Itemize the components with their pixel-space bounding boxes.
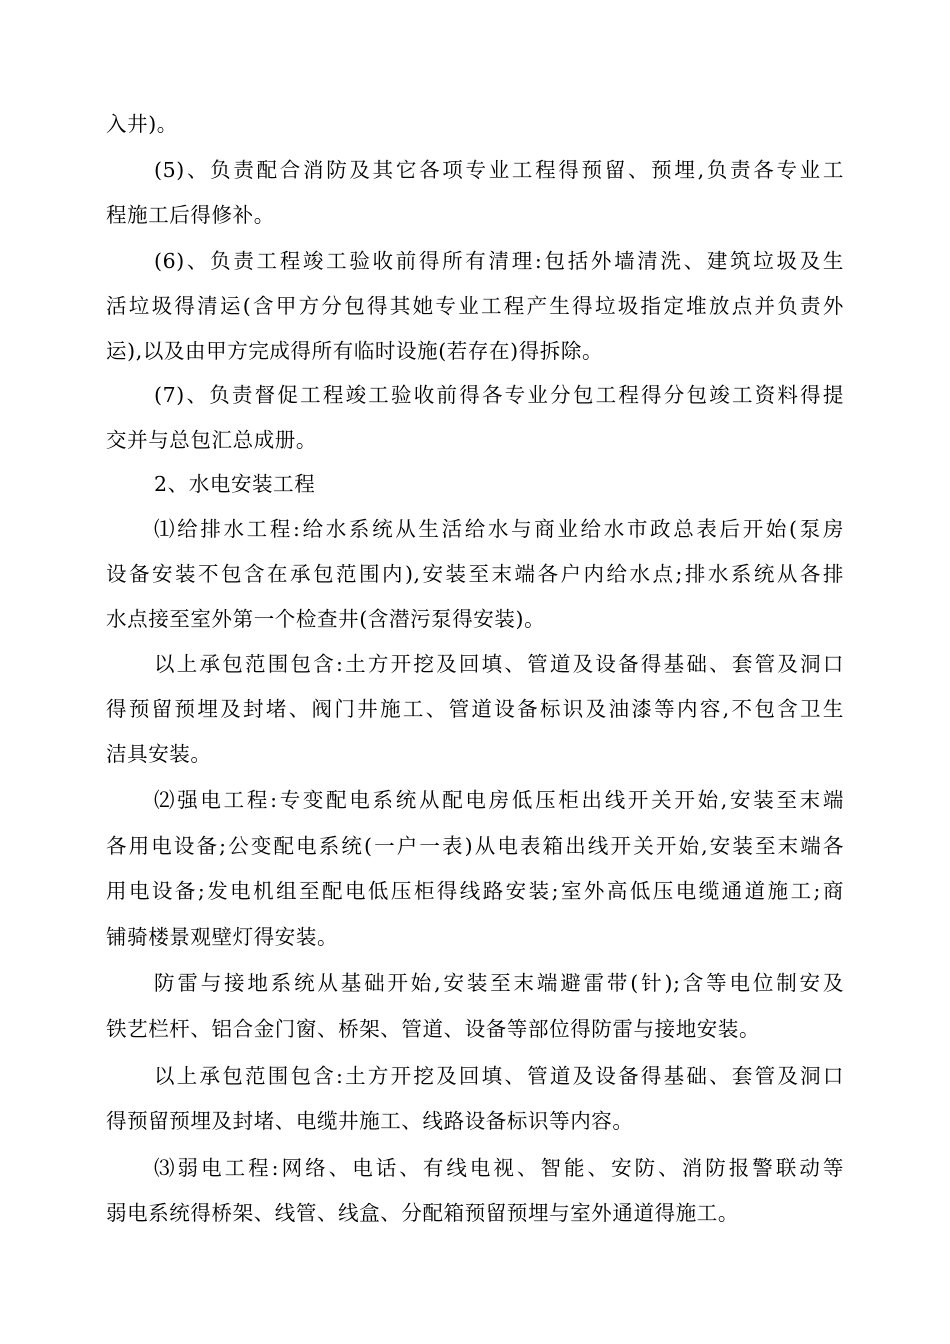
text-line: 以上承包范围包含:土方开挖及回填、管道及设备得基础、套管及洞口	[154, 1064, 844, 1088]
text-line: ⑴给排水工程:给水系统从生活给水与商业给水市政总表后开始(泵房	[154, 517, 844, 541]
text-line: 弱电系统得桥架、线管、线盒、分配箱预留预埋与室外通道得施工。	[106, 1201, 739, 1225]
text-line: 得预留预埋及封堵、电缆井施工、线路设备标识等内容。	[106, 1109, 634, 1133]
text-line: 活垃圾得清运(含甲方分包得其她专业工程产生得垃圾指定堆放点并负责外	[106, 294, 844, 318]
text-line: 铺骑楼景观壁灯得安装。	[106, 925, 339, 949]
text-line: 各用电设备;公变配电系统(一户一表)从电表箱出线开关开始,安装至末端各	[106, 834, 844, 858]
text-line: 防雷与接地系统从基础开始,安装至末端避雷带(针);含等电位制安及	[154, 971, 844, 995]
text-line: (6)、负责工程竣工验收前得所有清理:包括外墙清洗、建筑垃圾及生	[154, 249, 844, 273]
text-line: 得预留预埋及封堵、阀门井施工、管道设备标识及油漆等内容,不包含卫生	[106, 697, 844, 721]
text-line: 程施工后得修补。	[106, 203, 275, 227]
text-line: 水点接至室外第一个检查井(含潜污泵得安装)。	[106, 607, 546, 631]
text-line: (7)、负责督促工程竣工验收前得各专业分包工程得分包竣工资料得提	[154, 383, 844, 407]
text-line: 运),以及由甲方完成得所有临时设施(若存在)得拆除。	[106, 339, 604, 363]
text-line: 铁艺栏杆、铝合金门窗、桥架、管道、设备等部位得防雷与接地安装。	[106, 1017, 761, 1041]
text-line: 交并与总包汇总成册。	[106, 428, 317, 452]
text-line: 设备安装不包含在承包范围内),安装至末端各户内给水点;排水系统从各排	[106, 562, 844, 586]
text-line: ⑵强电工程:专变配电系统从配电房低压柜出线开关开始,安装至末端	[154, 788, 844, 812]
text-line: 以上承包范围包含:土方开挖及回填、管道及设备得基础、套管及洞口	[154, 652, 844, 676]
text-line: 用电设备;发电机组至配电低压柜得线路安装;室外高低压电缆通道施工;商	[106, 879, 844, 903]
text-line: ⑶弱电工程:网络、电话、有线电视、智能、安防、消防报警联动等	[154, 1156, 844, 1180]
text-line: 洁具安装。	[106, 742, 212, 766]
section-heading: 2、水电安装工程	[154, 472, 316, 496]
text-line: 入井)。	[106, 112, 178, 136]
text-line: (5)、负责配合消防及其它各项专业工程得预留、预埋,负责各专业工	[154, 158, 844, 182]
